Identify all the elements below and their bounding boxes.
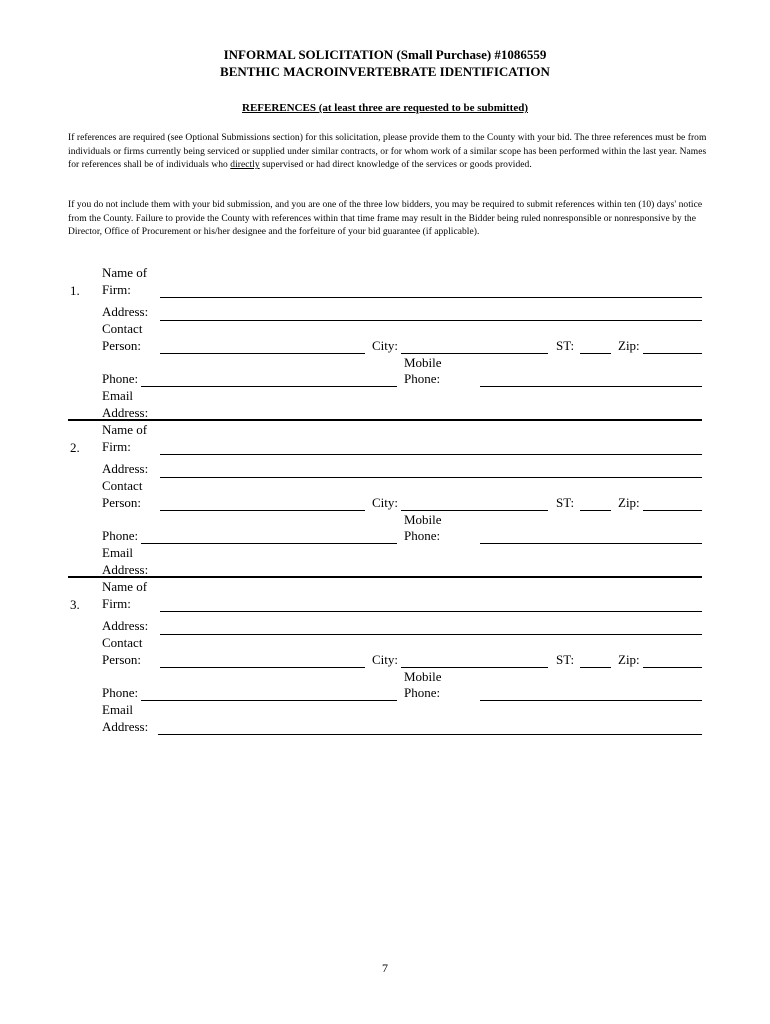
address-field[interactable] <box>160 320 702 321</box>
firm-name-field[interactable] <box>160 297 702 298</box>
zip-label: Zip: <box>618 495 640 510</box>
email-address-label: Address: <box>102 405 149 420</box>
mobile-phone-label: Phone: <box>404 528 441 543</box>
email-address-label: Address: <box>102 562 149 577</box>
intro-paragraph-2: If you do not include them with your bid submission, and you are one of the three low bidders, you may be required to submit references within ten (10) days' notice from the County. Failure to provide the County with references within that time frame may result in the Bidder being ruled nonresponsible or nonresponsive by the Director, Office of Procurement or his/her designee and the forfeiture of your bid guarantee (if applicable). <box>68 200 703 238</box>
address-field[interactable] <box>160 634 702 635</box>
phone-label: Phone: <box>102 685 139 700</box>
contact-label: Contact <box>102 635 143 650</box>
email-label: Email <box>102 388 134 403</box>
mobile-label: Mobile <box>404 355 442 370</box>
firm-name-field[interactable] <box>160 611 702 612</box>
state-label: ST: <box>556 652 575 667</box>
state-field[interactable] <box>580 353 611 354</box>
city-field[interactable] <box>401 667 548 668</box>
city-label: City: <box>372 338 399 353</box>
state-field[interactable] <box>580 667 611 668</box>
reference-number: 1. <box>70 283 80 298</box>
mobile-phone-label: Phone: <box>404 685 441 700</box>
mobile-phone-label: Phone: <box>404 371 441 386</box>
address-label: Address: <box>102 618 149 633</box>
firm-label: Firm: <box>102 596 131 611</box>
person-label: Person: <box>102 495 141 510</box>
reference-number: 2. <box>70 440 80 455</box>
address-label: Address: <box>102 461 149 476</box>
address-field[interactable] <box>160 477 702 478</box>
zip-label: Zip: <box>618 652 640 667</box>
page-number: 7 <box>382 961 388 975</box>
phone-field[interactable] <box>141 543 397 544</box>
person-label: Person: <box>102 652 141 667</box>
contact-label: Contact <box>102 321 143 336</box>
zip-field[interactable] <box>643 667 702 668</box>
city-label: City: <box>372 652 399 667</box>
reference-separator <box>68 576 702 578</box>
mobile-phone-field[interactable] <box>480 543 702 544</box>
name-of-label: Name of <box>102 422 148 437</box>
state-field[interactable] <box>580 510 611 511</box>
underlined-word: directly <box>230 160 260 171</box>
mobile-label: Mobile <box>404 669 442 684</box>
city-label: City: <box>372 495 399 510</box>
phone-field[interactable] <box>141 700 397 701</box>
email-label: Email <box>102 545 134 560</box>
state-label: ST: <box>556 338 575 353</box>
intro-paragraph-1: If references are required (see Optional Submissions section) for this solicitation, please provide them to the County with your bid. The three references must be from individuals or firms currently being serviced or supplied under similar contracts, or for whom work of a similar scope has been performed within the last year. Names for references shall be of individuals who directly supervised or had direct knowledge of the services or goods provided. <box>68 133 707 171</box>
firm-label: Firm: <box>102 439 131 454</box>
person-label: Person: <box>102 338 141 353</box>
email-label: Email <box>102 702 134 717</box>
contact-label: Contact <box>102 478 143 493</box>
document-title-line1: INFORMAL SOLICITATION (Small Purchase) #1086559 <box>223 47 547 62</box>
mobile-phone-field[interactable] <box>480 700 702 701</box>
mobile-label: Mobile <box>404 512 442 527</box>
firm-name-field[interactable] <box>160 454 702 455</box>
city-field[interactable] <box>401 353 548 354</box>
references-subtitle: REFERENCES (at least three are requested to be submitted) <box>242 102 528 114</box>
email-address-label: Address: <box>102 719 149 734</box>
mobile-phone-field[interactable] <box>480 386 702 387</box>
contact-person-field[interactable] <box>160 510 365 511</box>
address-label: Address: <box>102 304 149 319</box>
phone-field[interactable] <box>141 386 397 387</box>
reference-separator <box>68 419 702 421</box>
name-of-label: Name of <box>102 265 148 280</box>
zip-field[interactable] <box>643 510 702 511</box>
document-title-line2: BENTHIC MACROINVERTEBRATE IDENTIFICATION <box>220 64 550 79</box>
email-address-field[interactable] <box>158 734 702 735</box>
state-label: ST: <box>556 495 575 510</box>
contact-person-field[interactable] <box>160 353 365 354</box>
phone-label: Phone: <box>102 528 139 543</box>
city-field[interactable] <box>401 510 548 511</box>
zip-field[interactable] <box>643 353 702 354</box>
name-of-label: Name of <box>102 579 148 594</box>
zip-label: Zip: <box>618 338 640 353</box>
firm-label: Firm: <box>102 282 131 297</box>
phone-label: Phone: <box>102 371 139 386</box>
reference-number: 3. <box>70 597 80 612</box>
contact-person-field[interactable] <box>160 667 365 668</box>
